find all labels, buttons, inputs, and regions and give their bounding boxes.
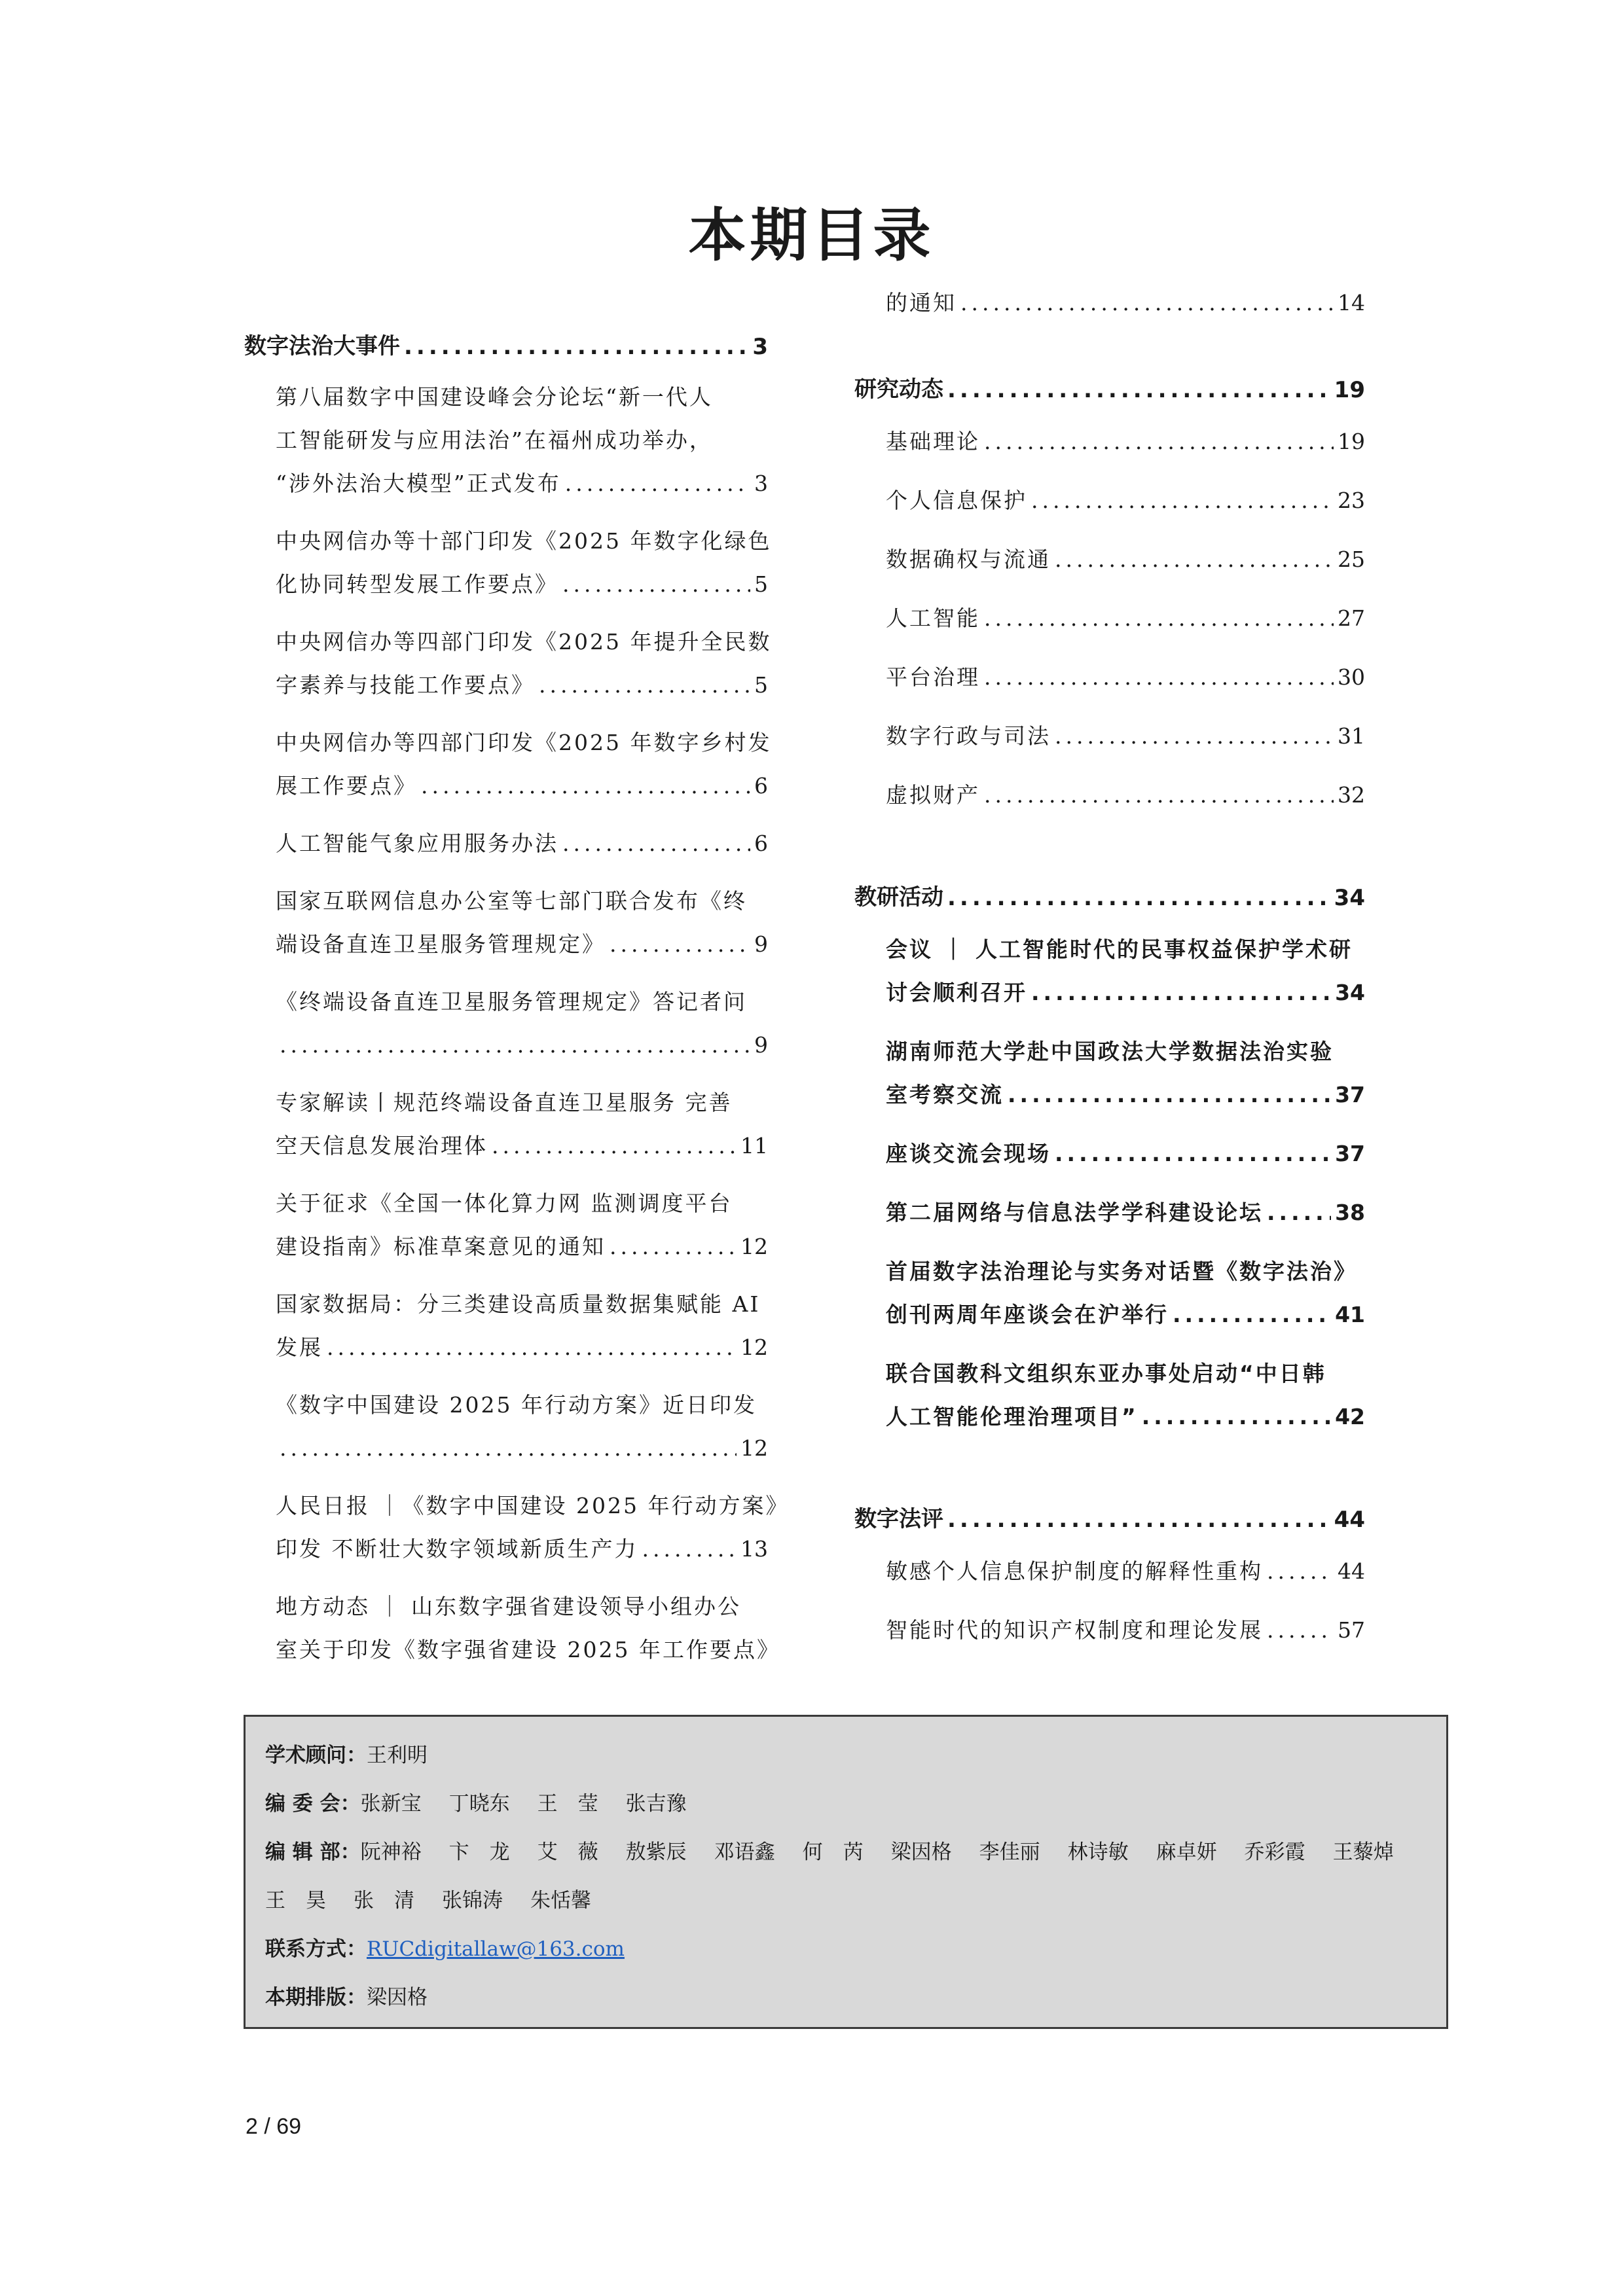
entry-text-line: 工智能研发与应用法治”在福州成功举办， [276, 427, 713, 453]
contact-row [265, 1925, 1427, 1973]
person-name: 梁因格 [890, 1840, 952, 1864]
advisor-name: 王利明 [367, 1744, 428, 1767]
page-number: 42 [1335, 1404, 1365, 1429]
leader-dots [610, 1225, 737, 1268]
page-number: 38 [1335, 1200, 1365, 1225]
editors-row-continued [265, 1876, 1427, 1925]
page-number: 30 [1338, 664, 1365, 690]
toc-entry[interactable] [886, 479, 1365, 522]
section-label: 研究动态 [854, 376, 943, 403]
toc-entry[interactable] [886, 715, 1365, 758]
entry-text-line: 人工智能伦理治理项目” [886, 1404, 1138, 1429]
toc-entry[interactable] [886, 538, 1365, 581]
toc-entry[interactable] [886, 1352, 1365, 1439]
page-number: 37 [1335, 1082, 1365, 1107]
person-name: 敖紫辰 [625, 1840, 687, 1864]
entry-text-line: 会议 ｜ 人工智能时代的民事权益保护学术研 [886, 937, 1353, 962]
toc-section-heading[interactable] [854, 1494, 1365, 1533]
leader-dots [984, 656, 1334, 699]
editors-names-continued [265, 1876, 619, 1925]
person-name: 林诗敏 [1067, 1840, 1129, 1864]
page-number: 9 [754, 1032, 768, 1058]
entry-text-line: 字素养与技能工作要点》 [276, 672, 535, 698]
person-name: 王 昊 [265, 1889, 326, 1912]
entry-text-line: 中央网信办等四部门印发《2025 年提升全民数 [276, 629, 772, 655]
page-number: 44 [1338, 1558, 1365, 1584]
leader-dots [984, 420, 1334, 463]
person-name: 朱恬馨 [530, 1889, 591, 1912]
leader-dots [492, 1124, 737, 1168]
entry-text-line: 智能时代的知识产权制度和理论发展 [886, 1617, 1263, 1643]
entry-text-line: 虚拟财产 [886, 782, 980, 808]
page-number: 41 [1335, 1302, 1365, 1327]
toc-entry[interactable] [276, 1484, 790, 1571]
page-number: 32 [1338, 782, 1365, 808]
entry-text-line: 人工智能气象应用服务办法 [276, 831, 558, 856]
person-name: 王 莹 [537, 1792, 598, 1816]
entry-text: 的通知 [886, 290, 957, 315]
toc-entry[interactable] [886, 1132, 1365, 1175]
person-name: 张新宝 [360, 1792, 422, 1816]
section-label: 数字法治大事件 [244, 333, 400, 359]
entry-text-line: 地方动态 ｜ 山东数字强省建设领导小组办公 [276, 1594, 741, 1619]
person-name: 丁晓东 [448, 1792, 510, 1816]
toc-entry[interactable] [276, 880, 768, 966]
leader-dots [1173, 1293, 1331, 1336]
page-number: 11 [740, 1133, 768, 1158]
layout-row [265, 1973, 1427, 2022]
toc-entry[interactable] [886, 420, 1365, 463]
advisor-row [265, 1731, 1427, 1780]
entry-text-line: 基础理论 [886, 429, 980, 454]
board-label: 编 委 会： [265, 1792, 361, 1816]
page-number: 6 [754, 831, 768, 856]
entry-text-line: 中央网信办等四部门印发《2025 年数字乡村发 [276, 730, 772, 755]
leader-dots [1055, 538, 1334, 581]
entry-text-line: 座谈交流会现场 [886, 1141, 1051, 1166]
page-number: 34 [1335, 980, 1365, 1005]
entry-text-line: 第八届数字中国建设峰会分论坛“新一代人 [276, 384, 713, 410]
toc-entry[interactable] [886, 656, 1365, 699]
page-title: 本期目录 [688, 202, 935, 269]
entry-text-line: 室考察交流 [886, 1082, 1004, 1107]
page-number: 57 [1338, 1617, 1365, 1643]
page-number: 27 [1338, 605, 1365, 631]
page-number: 5 [754, 672, 768, 698]
entry-text-line: 中央网信办等十部门印发《2025 年数字化绿色 [276, 528, 772, 554]
layout-label: 本期排版： [265, 1986, 367, 2009]
person-name: 李佳丽 [979, 1840, 1040, 1864]
person-name: 麻卓妍 [1156, 1840, 1217, 1864]
entry-text-line: 敏感个人信息保护制度的解释性重构 [886, 1558, 1263, 1584]
leader-dots [1055, 1132, 1331, 1175]
leader-dots [1008, 1073, 1331, 1117]
toc-entry[interactable] [276, 520, 772, 606]
leader-dots [960, 281, 1334, 325]
contact-label: 联系方式： [265, 1937, 367, 1961]
person-name: 卞 龙 [448, 1840, 510, 1864]
toc-entry[interactable] [276, 376, 768, 505]
page-number: 34 [1334, 885, 1365, 911]
toc-section-heading[interactable] [244, 321, 768, 360]
person-name: 乔彩霞 [1244, 1840, 1305, 1864]
person-name: 张吉豫 [625, 1792, 687, 1816]
person-name: 艾 薇 [537, 1840, 598, 1864]
toc-entry[interactable] [276, 620, 772, 707]
page-number: 12 [740, 1335, 768, 1360]
editors-label: 编 辑 部： [265, 1840, 361, 1864]
leader-dots [984, 597, 1334, 640]
entry-text-line: 空天信息发展治理体 [276, 1133, 488, 1158]
entry-text-line: 数字行政与司法 [886, 723, 1051, 749]
toc-entry[interactable] [886, 597, 1365, 640]
entry-text-line: 首届数字法治理论与实务对话暨《数字法治》 [886, 1259, 1357, 1284]
entry-text-line: 《数字中国建设 2025 年行动方案》近日印发 [276, 1392, 757, 1418]
page-number: 23 [1338, 488, 1365, 513]
entry-text-line: 平台治理 [886, 664, 980, 690]
toc-entry[interactable] [276, 1585, 780, 1672]
toc-entry[interactable] [276, 822, 768, 865]
editors-row [265, 1828, 1427, 1876]
entry-text-line: 建设指南》标准草案意见的通知 [276, 1234, 606, 1259]
toc-entry[interactable] [276, 1384, 768, 1470]
leader-dots [327, 1326, 737, 1369]
leader-dots [1142, 1395, 1331, 1439]
section-label: 数字法评 [854, 1506, 943, 1532]
toc-entry[interactable] [886, 928, 1365, 1014]
board-names [361, 1780, 714, 1828]
entry-text-line: 创刊两周年座谈会在沪举行 [886, 1302, 1169, 1327]
page-number: 14 [1338, 290, 1365, 315]
toc-left-column [244, 321, 790, 1686]
leader-dots [562, 563, 750, 606]
entry-text-line: 关于征求《全国一体化算力网 监测调度平台 [276, 1191, 733, 1216]
toc-entry[interactable] [886, 1030, 1365, 1117]
entry-text-line: 湖南师范大学赴中国政法大学数据法治实验 [886, 1039, 1334, 1064]
page-number: 3 [752, 334, 768, 360]
layout-name: 梁因格 [367, 1986, 428, 2009]
page-number: 19 [1334, 377, 1365, 403]
board-row [265, 1780, 1427, 1828]
toc-entry[interactable] [886, 1191, 1365, 1234]
leader-dots [610, 923, 750, 966]
leader-dots [1267, 1191, 1331, 1234]
toc-entry[interactable] [886, 1609, 1365, 1652]
person-name: 邓语鑫 [714, 1840, 775, 1864]
entry-text-line: 印发 不断壮大数字领域新质生产力 [276, 1536, 638, 1562]
page-number: 31 [1338, 723, 1365, 749]
entry-text-line: 专家解读丨规范终端设备直连卫星服务 完善 [276, 1090, 733, 1115]
leader-dots [539, 664, 750, 707]
leader-dots [404, 334, 748, 360]
toc-entry[interactable] [276, 1081, 768, 1168]
page-number: 12 [740, 1234, 768, 1259]
entry-text-line: 化协同转型发展工作要点》 [276, 571, 558, 597]
leader-dots [421, 764, 750, 808]
leader-dots [280, 1024, 750, 1067]
person-name: 何 芮 [802, 1840, 864, 1864]
page-number: 13 [740, 1536, 768, 1562]
entry-text-line: 国家数据局：分三类建设高质量数据集赋能 AI [276, 1291, 761, 1317]
leader-dots [642, 1528, 737, 1571]
person-name: 张 清 [354, 1889, 414, 1912]
page-number: 25 [1338, 547, 1365, 572]
leader-dots [1055, 715, 1334, 758]
leader-dots [984, 774, 1334, 817]
page-number: 19 [1338, 429, 1365, 454]
entry-text-line: 讨会顺利召开 [886, 980, 1027, 1005]
editors-names [361, 1828, 1421, 1876]
contact-email-link[interactable]: RUCdigitallaw@163.com [367, 1937, 625, 1961]
toc-entry-continuation[interactable] [886, 281, 1365, 325]
person-name: 张锦涛 [442, 1889, 503, 1912]
toc-entry[interactable] [276, 721, 772, 808]
page-number: 6 [754, 773, 768, 798]
page-number-footer: 2 / 69 [246, 2114, 302, 2139]
leader-dots [947, 1507, 1330, 1533]
toc-entry[interactable] [276, 1283, 768, 1369]
leader-dots [565, 462, 750, 505]
toc-section-heading[interactable] [854, 364, 1365, 403]
entry-text-line: “涉外法治大模型”正式发布 [276, 471, 561, 496]
page-number: 37 [1335, 1141, 1365, 1166]
entry-text-line: 第二届网络与信息法学学科建设论坛 [886, 1200, 1263, 1225]
leader-dots [947, 885, 1330, 911]
toc-entry[interactable] [276, 1182, 768, 1268]
entry-text-line: 发展 [276, 1335, 323, 1360]
entry-text-line: 联合国教科文组织东亚办事处启动“中日韩 [886, 1361, 1326, 1386]
leader-dots [1267, 1609, 1334, 1652]
entry-text-line: 端设备直连卫星服务管理规定》 [276, 931, 606, 957]
toc-right-column [854, 281, 1365, 1668]
entry-text-line: 室关于印发《数字强省建设 2025 年工作要点》 [276, 1637, 780, 1662]
toc-entry[interactable] [886, 1250, 1365, 1336]
entry-text-line: 个人信息保护 [886, 488, 1027, 513]
credits-box [244, 1715, 1448, 2029]
person-name: 阮神裕 [360, 1840, 422, 1864]
leader-dots [1031, 479, 1334, 522]
page-number: 9 [754, 931, 768, 957]
entry-text-line: 国家互联网信息办公室等七部门联合发布《终 [276, 888, 747, 914]
page-number: 44 [1334, 1507, 1365, 1533]
advisor-label: 学术顾问： [265, 1744, 367, 1767]
page-number: 12 [740, 1435, 768, 1461]
toc-entry[interactable] [886, 1550, 1365, 1593]
page-number: 5 [754, 571, 768, 597]
entry-text-line: 《终端设备直连卫星服务管理规定》答记者问 [276, 989, 747, 1014]
leader-dots [1031, 971, 1331, 1014]
entry-text-line: 人工智能 [886, 605, 980, 631]
leader-dots [1267, 1550, 1334, 1593]
leader-dots [280, 1427, 737, 1470]
entry-text-line: 展工作要点》 [276, 773, 417, 798]
leader-dots [947, 377, 1330, 403]
leader-dots [562, 822, 750, 865]
page-number: 3 [754, 471, 768, 496]
toc-section-heading[interactable] [854, 872, 1365, 911]
person-name: 王藜焯 [1332, 1840, 1394, 1864]
entry-text-line: 人民日报 ｜《数字中国建设 2025 年行动方案》 [276, 1493, 790, 1518]
toc-entry[interactable] [276, 980, 768, 1067]
entry-text-line: 数据确权与流通 [886, 547, 1051, 572]
toc-entry[interactable] [886, 774, 1365, 817]
section-label: 教研活动 [854, 884, 943, 910]
